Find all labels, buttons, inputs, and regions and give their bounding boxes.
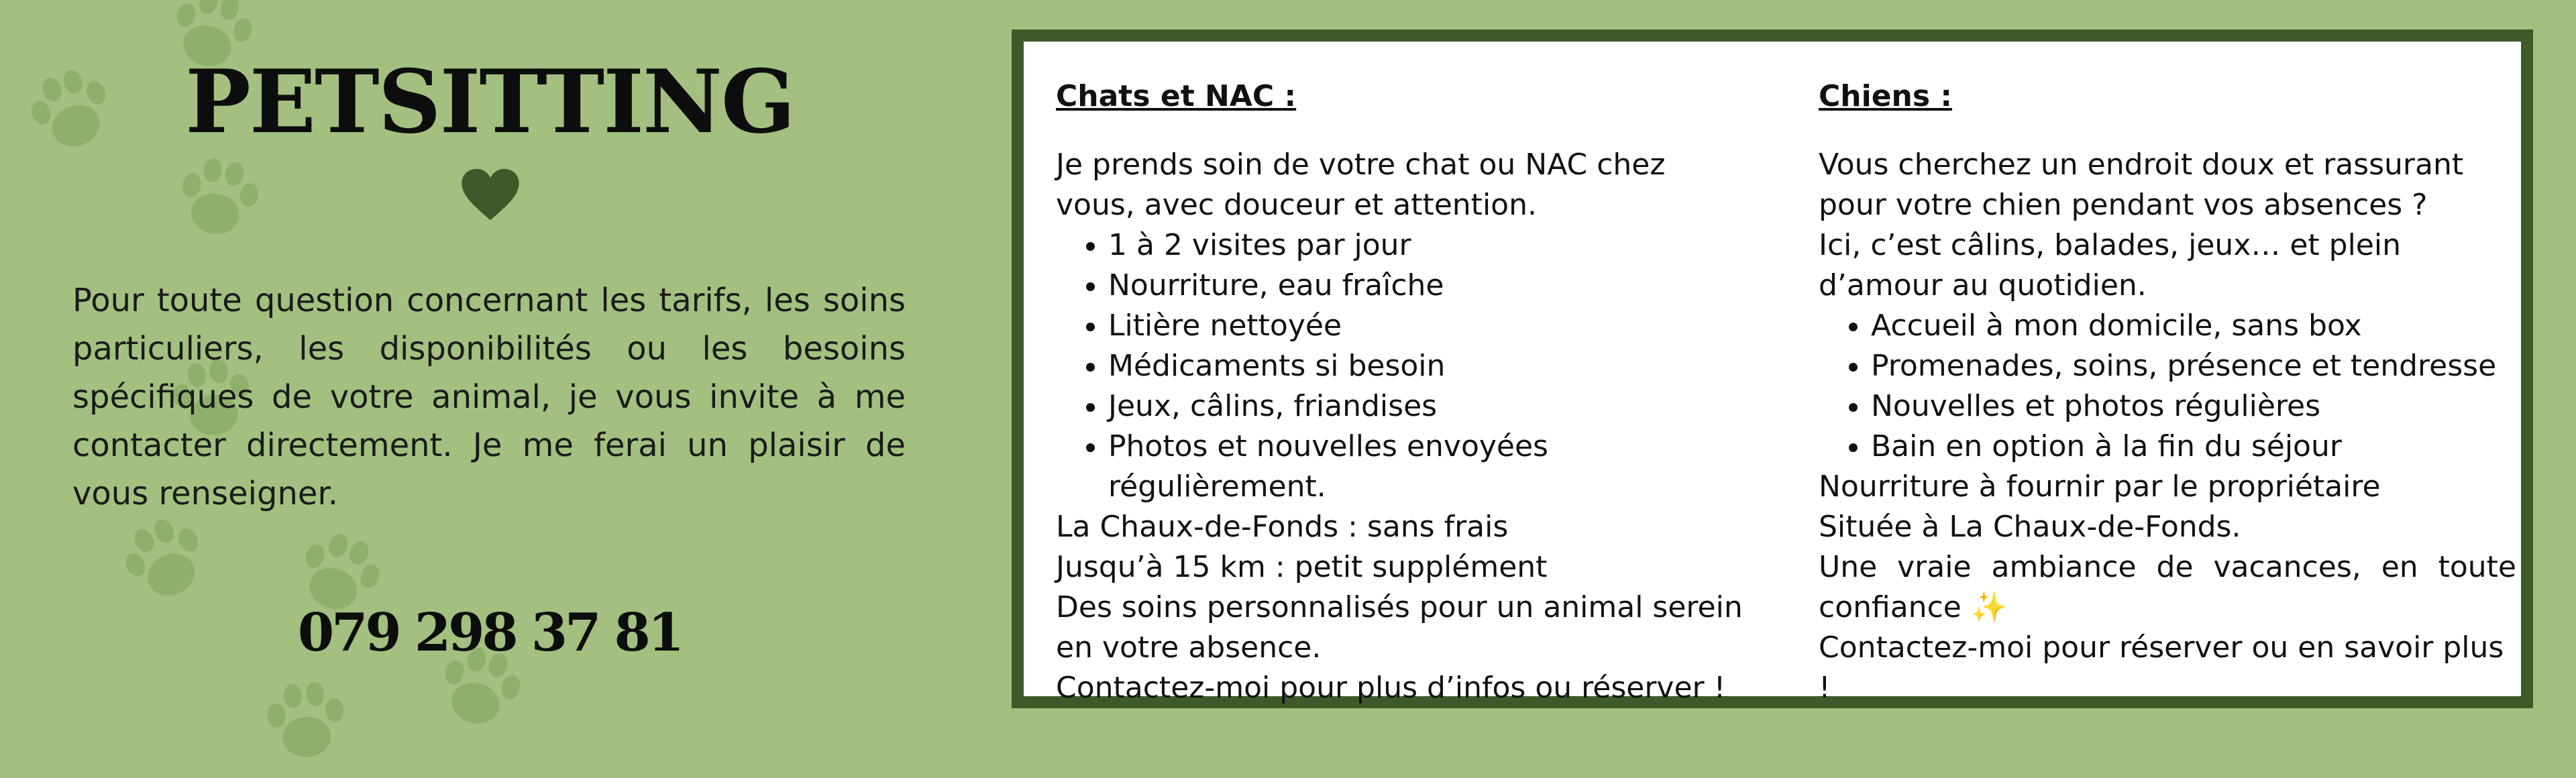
cats-contact: Contactez-moi pour plus d’infos ou réserver ! xyxy=(1056,671,1726,705)
list-item: • Médicaments si besoin xyxy=(1108,346,1754,386)
dogs-contact: Contactez-moi pour réserver ou en savoir plus ! xyxy=(1819,630,2504,705)
dogs-food-note: Nourriture à fournir par le propriétaire xyxy=(1819,469,2381,504)
dogs-heading: Chiens : xyxy=(1819,79,1952,113)
left-panel xyxy=(0,0,986,737)
dogs-location: Située à La Chaux-de-Fonds. xyxy=(1819,510,2241,544)
dogs-tagline xyxy=(1819,547,2516,628)
list-item: • Nouvelles et photos régulières xyxy=(1871,386,2516,427)
list-item: • Photos et nouvelles envoyées régulièrement. xyxy=(1108,427,1754,507)
dogs-column xyxy=(1819,76,2516,708)
list-item: • 1 à 2 visites par jour xyxy=(1108,225,1754,266)
services-card xyxy=(1012,30,2533,708)
cats-intro: Je prends soin de votre chat ou NAC chez vous, avec douceur et attention. xyxy=(1056,148,1666,222)
list-item: • Jeux, câlins, friandises xyxy=(1108,386,1754,427)
list-item: • Litière nettoyée xyxy=(1108,306,1754,346)
page-title: PETSITTING xyxy=(185,50,794,153)
intro-paragraph: Pour toute question concernant les tarifs, les soins particuliers, les disponibilités ou les besoins spécifiques de votre animal, je vous invite à me contacter directement. Je me ferai un plaisir de vous renseigner. xyxy=(72,282,906,512)
cats-pricing-local: La Chaux-de-Fonds : sans frais xyxy=(1056,510,1509,544)
dogs-services-list xyxy=(1819,306,2516,467)
cats-column xyxy=(1056,76,1754,708)
list-item: • Accueil à mon domicile, sans box xyxy=(1871,306,2516,346)
cats-services-list xyxy=(1056,225,1754,507)
heart-icon xyxy=(460,168,521,221)
cats-tagline: Des soins personnalisés pour un animal serein en votre absence. xyxy=(1056,590,1743,665)
dogs-intro: Vous cherchez un endroit doux et rassurant pour votre chien pendant vos absences ? xyxy=(1819,148,2464,222)
cats-heading: Chats et NAC : xyxy=(1056,79,1297,113)
list-item: • Promenades, soins, présence et tendresse xyxy=(1871,346,2516,386)
phone-number: 079 298 37 81 xyxy=(297,602,682,663)
sparkle-icon: ✨ xyxy=(1970,590,2008,624)
list-item: • Nourriture, eau fraîche xyxy=(1108,266,1754,306)
cats-pricing-distance: Jusqu’à 15 km : petit supplément xyxy=(1056,550,1548,584)
list-item: • Bain en option à la fin du séjour xyxy=(1871,427,2516,467)
dogs-intro-2: Ici, c’est câlins, balades, jeux… et plein d’amour au quotidien. xyxy=(1819,228,2401,302)
dogs-tagline-text: Une vraie ambiance de vacances, en toute confiance xyxy=(1819,550,2516,624)
